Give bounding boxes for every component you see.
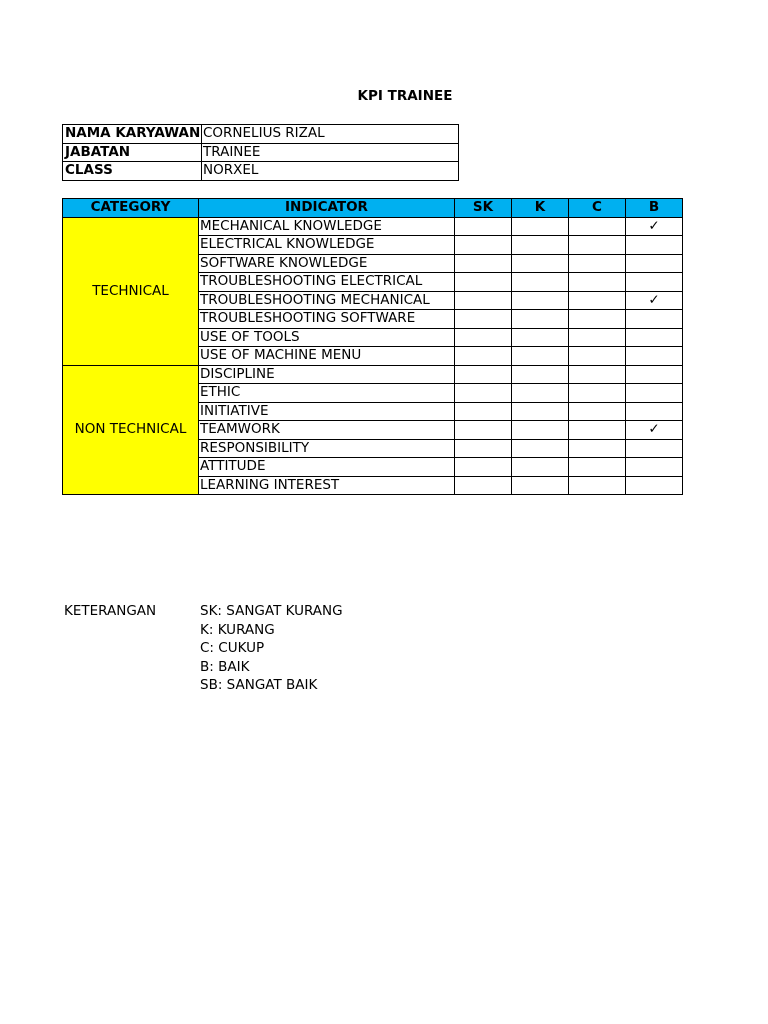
indicator-cell: TROUBLESHOOTING ELECTRICAL (199, 273, 455, 292)
table-row (63, 365, 683, 384)
score-cell-c (569, 328, 626, 347)
score-cell-k (512, 347, 569, 366)
score-cell-sk (455, 365, 512, 384)
score-cell-b (626, 458, 683, 477)
header-c: C (569, 199, 626, 218)
score-cell-sk (455, 310, 512, 329)
score-cell-sk (455, 291, 512, 310)
info-row (63, 162, 459, 181)
score-cell-c (569, 384, 626, 403)
score-cell-b (626, 402, 683, 421)
legend-item: K: KURANG (200, 621, 275, 638)
score-cell-sk (455, 439, 512, 458)
indicator-cell: ETHIC (199, 384, 455, 403)
score-cell-k (512, 291, 569, 310)
info-label: CLASS (63, 162, 202, 181)
legend-item: SB: SANGAT BAIK (200, 677, 318, 693)
score-cell-k (512, 439, 569, 458)
score-cell-b (626, 310, 683, 329)
score-cell-sk (455, 254, 512, 273)
page-title: KPI TRAINEE (357, 88, 453, 104)
header-indicator: INDICATOR (199, 199, 455, 218)
score-cell-k (512, 402, 569, 421)
score-cell-c (569, 347, 626, 366)
score-cell-c (569, 291, 626, 310)
indicator-cell: TROUBLESHOOTING MECHANICAL (199, 291, 455, 310)
score-cell-k (512, 458, 569, 477)
score-cell-b (626, 476, 683, 495)
score-cell-c (569, 458, 626, 477)
score-cell-k (512, 328, 569, 347)
score-cell-k (512, 476, 569, 495)
kpi-header-row (63, 199, 683, 218)
indicator-cell: RESPONSIBILITY (199, 439, 455, 458)
info-label: JABATAN (63, 143, 202, 162)
score-cell-b (626, 328, 683, 347)
score-cell-b (626, 347, 683, 366)
score-cell-k (512, 365, 569, 384)
indicator-cell: TROUBLESHOOTING SOFTWARE (199, 310, 455, 329)
indicator-cell: ELECTRICAL KNOWLEDGE (199, 236, 455, 255)
score-cell-c (569, 273, 626, 292)
score-cell-sk (455, 273, 512, 292)
score-cell-k (512, 421, 569, 440)
indicator-cell: LEARNING INTEREST (199, 476, 455, 495)
header-k: K (512, 199, 569, 218)
score-cell-k (512, 217, 569, 236)
score-cell-k (512, 273, 569, 292)
score-cell-b: ✓ (626, 421, 683, 440)
kpi-table (62, 198, 683, 495)
score-cell-c (569, 421, 626, 440)
indicator-cell: ATTITUDE (199, 458, 455, 477)
info-row (63, 143, 459, 162)
info-label: NAMA KARYAWAN (63, 125, 202, 144)
score-cell-sk (455, 402, 512, 421)
indicator-cell: INITIATIVE (199, 402, 455, 421)
score-cell-k (512, 384, 569, 403)
score-cell-sk (455, 236, 512, 255)
score-cell-k (512, 254, 569, 273)
score-cell-c (569, 254, 626, 273)
indicator-cell: USE OF TOOLS (199, 328, 455, 347)
legend-item: SK: SANGAT KURANG (200, 603, 343, 619)
score-cell-k (512, 310, 569, 329)
score-cell-sk (455, 328, 512, 347)
legend-list (200, 602, 343, 695)
score-cell-c (569, 236, 626, 255)
score-cell-b (626, 439, 683, 458)
header-sk: SK (455, 199, 512, 218)
score-cell-b: ✓ (626, 217, 683, 236)
score-cell-sk (455, 458, 512, 477)
header-category: CATEGORY (63, 199, 199, 218)
score-cell-c (569, 439, 626, 458)
score-cell-k (512, 236, 569, 255)
header-b: B (626, 199, 683, 218)
category-cell: NON TECHNICAL (63, 365, 199, 495)
legend-label: KETERANGAN (64, 603, 157, 619)
score-cell-c (569, 402, 626, 421)
info-value: NORXEL (202, 162, 459, 181)
score-cell-b: ✓ (626, 291, 683, 310)
score-cell-sk (455, 217, 512, 236)
score-cell-b (626, 236, 683, 255)
indicator-cell: TEAMWORK (199, 421, 455, 440)
table-row (63, 217, 683, 236)
score-cell-b (626, 273, 683, 292)
indicator-cell: MECHANICAL KNOWLEDGE (199, 217, 455, 236)
employee-info-table (62, 124, 459, 181)
score-cell-b (626, 254, 683, 273)
score-cell-sk (455, 421, 512, 440)
score-cell-sk (455, 476, 512, 495)
score-cell-sk (455, 384, 512, 403)
legend-item: B: BAIK (200, 658, 250, 675)
score-cell-c (569, 310, 626, 329)
category-cell: TECHNICAL (63, 217, 199, 365)
legend-item: C: CUKUP (200, 640, 265, 656)
score-cell-b (626, 365, 683, 384)
score-cell-b (626, 384, 683, 403)
score-cell-c (569, 476, 626, 495)
info-value: CORNELIUS RIZAL (202, 125, 459, 144)
indicator-cell: SOFTWARE KNOWLEDGE (199, 254, 455, 273)
score-cell-c (569, 365, 626, 384)
score-cell-c (569, 217, 626, 236)
indicator-cell: USE OF MACHINE MENU (199, 347, 455, 366)
score-cell-sk (455, 347, 512, 366)
info-value: TRAINEE (202, 143, 459, 162)
info-row (63, 125, 459, 144)
indicator-cell: DISCIPLINE (199, 365, 455, 384)
